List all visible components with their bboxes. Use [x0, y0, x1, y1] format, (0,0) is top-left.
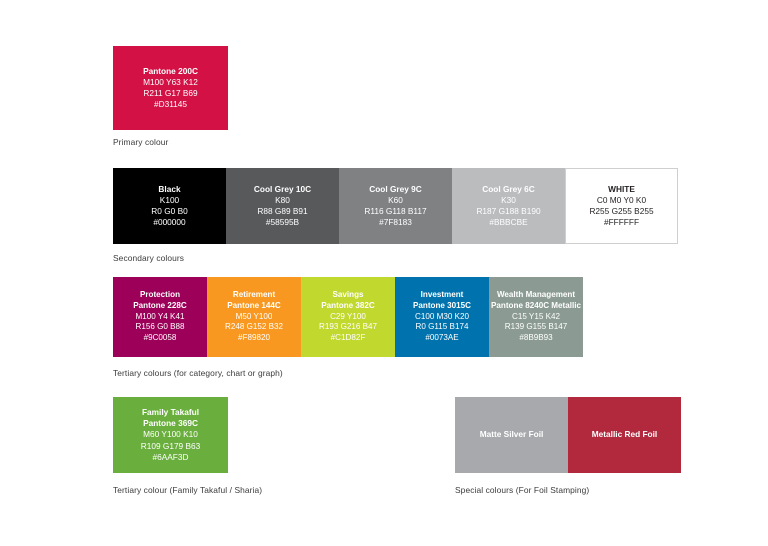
caption-tertiary: Tertiary colours (for category, chart or graph) — [113, 368, 283, 378]
swatch-name: Family Takaful — [141, 407, 200, 418]
colour-swatch-investment — [395, 277, 489, 357]
foil-colour-row — [455, 397, 681, 473]
colour-swatch-metallic-red-foil — [568, 397, 681, 473]
colour-swatch-family-takaful — [113, 397, 228, 473]
swatch-rgb: R187 G188 B190 — [476, 206, 541, 216]
colour-swatch-wealth-management — [489, 277, 583, 357]
swatch-rgb: R248 G152 B32 — [224, 322, 284, 332]
colour-swatch-pantone-200c — [113, 46, 228, 130]
swatch-hex: #F89820 — [238, 333, 270, 343]
swatch-pantone: Pantone 8240C Metallic — [491, 300, 581, 310]
swatch-rgb: R116 G118 B117 — [364, 206, 427, 216]
colour-swatch-cool-grey-9c — [339, 168, 452, 244]
swatch-name: Wealth Management — [496, 289, 576, 299]
primary-colour-row — [113, 46, 228, 130]
colour-swatch-black — [113, 168, 226, 244]
swatch-hex: #FFFFFF — [603, 217, 640, 228]
swatch-name: WHITE — [608, 183, 635, 194]
swatch-pantone: Pantone 228C — [133, 300, 187, 310]
swatch-hex: #9C0058 — [143, 333, 177, 343]
secondary-colour-row — [113, 168, 678, 244]
swatch-cmyk: C0 M0 Y0 K0 — [596, 194, 647, 205]
swatch-hex: #58595B — [265, 217, 300, 228]
swatch-rgb: R156 G0 B88 — [135, 322, 185, 332]
swatch-cmyk: K100 — [159, 194, 180, 205]
colour-swatch-cool-grey-10c — [226, 168, 339, 244]
caption-secondary: Secondary colours — [113, 253, 185, 263]
swatch-cmyk: C29 Y100 — [330, 311, 366, 321]
swatch-cmyk: C15 Y15 K42 — [511, 311, 560, 321]
swatch-hex: #D31145 — [153, 99, 188, 110]
tertiary-colour-row — [113, 277, 583, 357]
colour-swatch-matte-silver-foil — [455, 397, 568, 473]
swatch-rgb: R109 G179 B63 — [140, 440, 201, 451]
swatch-rgb: R193 G216 B47 — [318, 322, 378, 332]
swatch-rgb: R255 G255 B255 — [589, 206, 654, 216]
colour-swatch-retirement — [207, 277, 301, 357]
colour-swatch-white — [565, 168, 678, 244]
swatch-cmyk: M60 Y100 K10 — [143, 429, 198, 440]
swatch-cmyk: M100 Y63 K12 — [143, 76, 198, 87]
swatch-rgb: R0 G115 B174 — [415, 322, 469, 332]
swatch-pantone: Pantone 144C — [227, 300, 281, 310]
swatch-hex: #000000 — [153, 217, 186, 228]
swatch-pantone: Pantone 3015C — [412, 300, 472, 310]
swatch-cmyk: C100 M30 K20 — [415, 311, 469, 321]
swatch-name: Retirement — [232, 289, 276, 299]
swatch-name: Protection — [139, 289, 181, 299]
swatch-name: Cool Grey 6C — [482, 183, 535, 194]
swatch-hex: #7F8183 — [379, 217, 412, 228]
swatch-hex: #6AAF3D — [152, 451, 189, 462]
swatch-pantone: Pantone 369C — [143, 418, 198, 429]
swatch-cmyk: K60 — [388, 194, 403, 205]
swatch-rgb: R139 G155 B147 — [504, 322, 568, 332]
swatch-rgb: R0 G0 B0 — [151, 206, 188, 216]
swatch-name: Cool Grey 10C — [253, 183, 312, 194]
caption-foil: Special colours (For Foil Stamping) — [455, 485, 590, 495]
swatch-name: Matte Silver Foil — [479, 429, 544, 440]
swatch-cmyk: M50 Y100 — [235, 311, 273, 321]
colour-swatch-cool-grey-6c — [452, 168, 565, 244]
swatch-hex: #BBBCBE — [489, 217, 528, 228]
caption-primary: Primary colour — [113, 137, 169, 147]
swatch-pantone: Pantone 382C — [321, 300, 375, 310]
swatch-rgb: R88 G89 B91 — [257, 206, 308, 216]
swatch-hex: #8B9B93 — [519, 333, 553, 343]
family-takaful-colour-row — [113, 397, 228, 473]
swatch-name: Pantone 200C — [143, 65, 198, 76]
swatch-name: Investment — [420, 289, 464, 299]
swatch-name: Savings — [332, 289, 364, 299]
swatch-name: Cool Grey 9C — [369, 183, 422, 194]
colour-swatch-protection — [113, 277, 207, 357]
swatch-hex: #0073AE — [425, 333, 459, 343]
caption-family-takaful: Tertiary colour (Family Takaful / Sharia) — [113, 485, 263, 495]
colour-swatch-savings — [301, 277, 395, 357]
swatch-cmyk: M100 Y4 K41 — [135, 311, 185, 321]
swatch-name: Metallic Red Foil — [591, 429, 658, 440]
swatch-rgb: R211 G17 B69 — [143, 88, 198, 98]
swatch-hex: #C1D82F — [330, 333, 366, 343]
swatch-name: Black — [158, 183, 181, 194]
swatch-cmyk: K80 — [275, 194, 290, 205]
swatch-cmyk: K30 — [501, 194, 516, 205]
